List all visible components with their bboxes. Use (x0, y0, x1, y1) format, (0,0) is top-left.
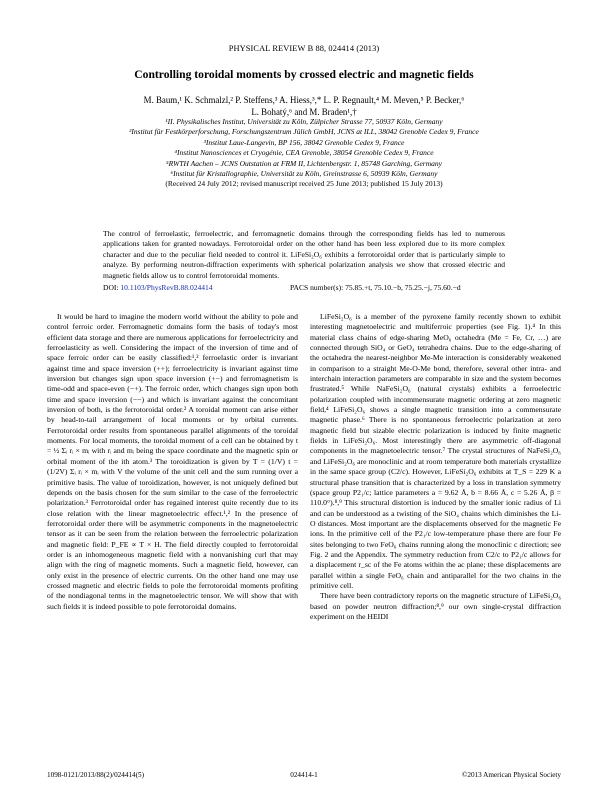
affiliation-3: ³Institut Laue-Langevin, BP 156, 38042 Grenoble Cedex 9, France (203, 137, 405, 147)
publication-dates: (Received 24 July 2012; revised manuscript received 25 June 2013; published 15 July 2013) (165, 179, 443, 189)
left-column (47, 312, 298, 772)
footer-issn: 1098-0121/2013/88(2)/024414(5) (47, 771, 145, 779)
body-paragraph: LiFeSi₂O₆ is a member of the pyroxene family recently shown to exhibit interesting magnetoelectric and multiferroic properties (see Fig. 1).⁴ In this material class chains of edge-sharing MeO₆ octahedra (Me = Fe, Cr, …) are connected through SiO₄ or GeO₄ tetrahedra chains. Due to the edge-sharing of the octahedra the nearest-neighbor Me-Me interaction is considerably weakened in comparison to a straight Me-O-Me bond, therefore, several other intra- and interchain interaction parameters are comparable in size and the system becomes frustrated.⁵ While NaFeSi₂O₆ (natural crystals) exhibits a ferroelectric polarization coupled with incommensurate magnetic ordering at zero magnetic field,⁴ LiFeSi₂O₆ shows a single magnetic transition into a commensurate magnetic phase.⁶ There is no spontaneous ferroelectric polarization at zero magnetic field but sizable electric polarization is induced by finite magnetic fields in LiFeSi₂O₆. Most interestingly there are asymmetric off-diagonal components in the magnetoelectric tensor.⁷ The crystal structures of NaFeSi₂O₆ and LiFeSi₂O₆ are monoclinic and at room temperature both materials crystallize in the same space group (C2/c). However, LiFeSi₂O₆ exhibits at T_S = 229 K a structural phase transition that is characterized by a loss in translation symmetry (space group P2₁/c; lattice parameters a = 9.62 Å, b = 8.66 Å, c = 5.26 Å, β = 110.0°).⁸,⁹ This structural distortion is induced by the smaller ionic radius of Li and can be understood as a twisting of the SiO₄ chains which diminishes the Li-O distances. Most important are the displacements observed for the magnetic Fe ions. In the primitive cell of the P2₁/c low-temperature phase there are four Fe sites belonging to two FeO₆ chains running along the monoclinic c direction; see Fig. 2 and the Appendix. The symmetry reduction from C2/c to P2₁/c allows for a displacement r_sc of the Fe atoms within the ac plane; these displacements are parallel within a single FeO₆ chain and antiparallel for the two chains in the primitive cell. (310, 312, 561, 590)
copyright: ©2013 American Physical Society (461, 771, 561, 779)
abstract: The control of ferroelastic, ferroelectric, and ferromagnetic domains through the corresponding fields has led to numerous applications taken for granted nowadays. Ferrotoroidal order on the other hand has been less explored due to its more complex character and due to the peculiar field needed to control it. LiFeSi₂O₆ exhibits a ferrotoroidal order that is particularly simple to analyze. By performing neutron-diffraction experiments with spherical polarization analysis we show that crossed electric and magnetic fields allow us to control ferrotoroidal moments. (103, 229, 505, 280)
authors-line-1: M. Baum,¹ K. Schmalzl,² P. Steffens,³ A. Hiess,³,* L. P. Regnault,⁴ M. Meven,⁵ P. Becker,⁶ (143, 95, 465, 105)
page-number: 024414-1 (290, 771, 318, 779)
doi-link[interactable]: 10.1103/PhysRevB.88.024414 (120, 283, 213, 292)
body-paragraph: It would be hard to imagine the modern world without the ability to pole and control ferroic order. Ferromagnetic domains form the basis of today's most efficient data storage and there are numerous applications for ferroelectricity and ferroelasticity as well. Considering the impact of the inversion of time and of space ferroic order can be easily classified:¹,² ferroelastic order is invariant against time and space inversion (++); ferroelectricity is invariant against time inversion but changes sign upon space inversion (+−) and ferromagnetism is time-odd and space-even (−+). The ferroic order, which changes sign upon both time and space inversion (−−) and which is invariant against the concomitant inversion of both, is the ferrotoroidal order.² A toroidal moment can arise either by head-to-tail arrangement of local moments or by orbital currents. Ferrotoroidal order results from spontaneous parallel alignments of the toroidal moments. For local moments, the toroidal moment of a cell can be obtained by t = ½ Σᵢ rᵢ × mᵢ with rᵢ and mᵢ being the space coordinate and the magnetic spin or orbital moment of the ith atom.³ The toroidization is given by T = (1/V) t = (1/2V) Σᵢ rᵢ × mᵢ with V the volume of the unit cell and the sum running over a primitive basis. The value of toroidization, however, is not uniquely defined but depends on the basis chosen for the sum similar to the case of the ferroelectric polarization.³ Ferrotoroidal order has regained interest quite recently due to its close relation with the linear magnetoelectric effect.¹,² In the presence of ferrotoroidal order there will be asymmetric components in the magnetoelectric tensor as it can be seen from the relation between the ferroelectric polarization and magnetic field: P_FE ∝ T × H. The field directly coupled to ferrotoroidal order is an inhomogeneous magnetic field with a nonvanishing curl that may align with the ring of magnetic moments. Such a magnetic field, however, can only exist in the presence of electric currents. On the other hand one may use crossed magnetic and electric fields to pole the ferrotoroidal moments profiting of the nondiagonal terms in the magnetoelectric tensor. We will show that with such fields it is indeed possible to pole ferrotoroidal domains. (47, 312, 298, 611)
authors-line-2: L. Bohatý,⁶ and M. Braden¹,† (251, 107, 357, 118)
doi-pacs-line (103, 283, 505, 292)
affiliation-1: ¹II. Physikalisches Institut, Universität zu Köln, Zülpicher Strasse 77, 50937 Köln, Germany (165, 117, 443, 126)
right-column (310, 312, 561, 772)
journal-header: PHYSICAL REVIEW B 88, 024414 (2013) (228, 44, 380, 53)
body-paragraph: There have been contradictory reports on the magnetic structure of LiFeSi₂O₆ based on powder neutron diffraction;⁸,⁹ our own single-crystal diffraction experiment on the HEIDI (310, 591, 561, 621)
affiliation-2: ²Institut für Festkörperforschung, Forschungszentrum Jülich GmbH, JCNS at ILL, 38042 Grenoble Cedex 9, France (129, 127, 479, 137)
article-title: Controlling toroidal moments by crossed electric and magnetic fields (134, 68, 474, 81)
author-list (70, 94, 538, 118)
affiliation-5: ⁵RWTH Aachen – JCNS Outstation at FRM II, Lichtenbergstr. 1, 85748 Garching, Germany (166, 158, 442, 168)
affiliation-4: ⁴Institut Nanosciences et Cryogénie, CEA Grenoble, 38054 Grenoble Cedex 9, France (174, 148, 434, 158)
pacs-numbers: PACS number(s): 75.85.+t, 75.10.−b, 75.25.−j, 75.60.−d (290, 283, 461, 292)
page-footer (47, 771, 561, 779)
affiliation-6: ⁶Institut für Kristallographie, Universität zu Köln, Greinstrasse 6, 50939 Köln, Germany (170, 169, 438, 179)
doi-label: DOI: (103, 283, 119, 292)
affiliations (40, 117, 568, 190)
